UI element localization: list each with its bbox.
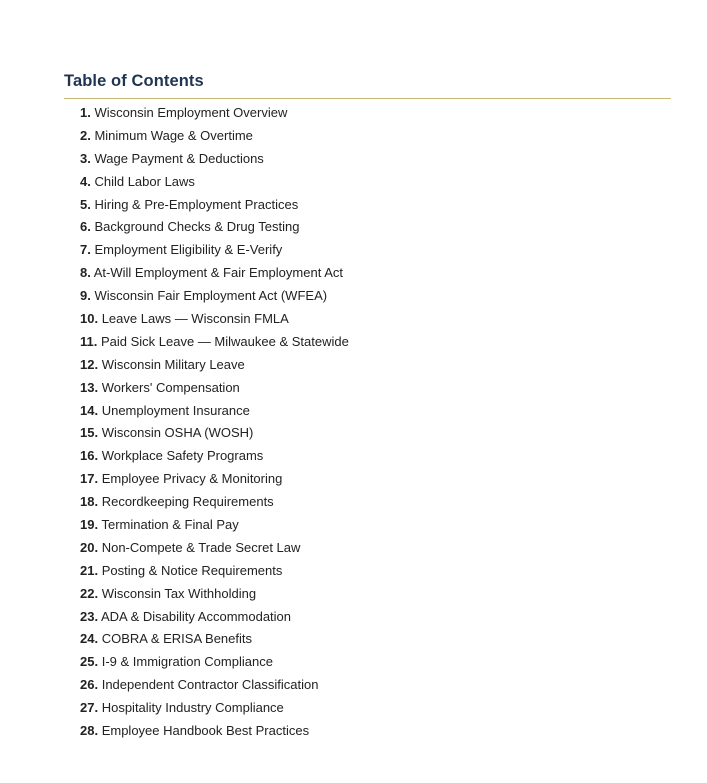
toc-item[interactable] (80, 445, 671, 468)
toc-item-number: 26. (80, 677, 99, 693)
toc-item[interactable] (80, 720, 671, 743)
toc-item-number: 7. (80, 242, 91, 258)
toc-list (64, 99, 671, 743)
toc-item[interactable] (80, 354, 671, 377)
toc-item[interactable] (80, 583, 671, 606)
toc-item-number: 14. (80, 402, 99, 418)
toc-item-number: 24. (80, 631, 99, 647)
toc-item[interactable] (80, 514, 671, 537)
toc-item[interactable] (80, 468, 671, 491)
toc-item-number: 21. (80, 562, 99, 578)
toc-item-number: 8. (80, 265, 91, 281)
toc-item-label: Unemployment Insurance (101, 402, 250, 418)
toc-item-number: 4. (80, 173, 91, 189)
toc-item[interactable] (80, 560, 671, 583)
toc-item-number: 15. (80, 425, 99, 441)
toc-item-label: Background Checks & Drug Testing (94, 219, 300, 235)
toc-item[interactable] (80, 331, 671, 354)
toc-item-number: 12. (80, 356, 99, 372)
toc-item-label: Wage Payment & Deductions (94, 150, 264, 166)
toc-item-number: 13. (80, 379, 99, 395)
toc-item-label: Employment Eligibility & E-Verify (94, 242, 283, 258)
toc-item[interactable] (80, 148, 671, 171)
toc-item-label: Paid Sick Leave — Milwaukee & Statewide (100, 333, 349, 349)
toc-item-number: 28. (80, 723, 99, 739)
toc-item-number: 3. (80, 150, 91, 166)
toc-item[interactable] (80, 377, 671, 400)
toc-item-number: 1. (80, 105, 91, 120)
toc-item-label: I-9 & Immigration Compliance (101, 654, 273, 670)
toc-item[interactable] (80, 422, 671, 445)
toc-item-label: Hospitality Industry Compliance (101, 700, 284, 716)
toc-item-number: 6. (80, 219, 91, 235)
toc-item-number: 11. (80, 333, 98, 349)
table-of-contents (64, 70, 671, 743)
toc-item[interactable] (80, 537, 671, 560)
toc-item-number: 2. (80, 127, 91, 143)
toc-item[interactable] (80, 125, 671, 148)
toc-item-number: 16. (80, 448, 99, 464)
toc-item-label: Independent Contractor Classification (101, 677, 319, 693)
toc-item-label: Wisconsin Fair Employment Act (WFEA) (94, 288, 328, 304)
toc-item[interactable] (80, 171, 671, 194)
toc-item-label: Child Labor Laws (94, 173, 195, 189)
toc-item-label: Posting & Notice Requirements (101, 562, 283, 578)
toc-item-label: Wisconsin Military Leave (101, 356, 245, 372)
toc-item-number: 20. (80, 539, 99, 555)
toc-title: Table of Contents (64, 72, 204, 90)
toc-item[interactable] (80, 102, 671, 125)
toc-item[interactable] (80, 628, 671, 651)
toc-item-label: Minimum Wage & Overtime (94, 127, 253, 143)
toc-item-label: At-Will Employment & Fair Employment Act (93, 265, 343, 281)
toc-item-number: 27. (80, 700, 99, 716)
toc-item-label: Wisconsin Tax Withholding (101, 585, 257, 601)
toc-item-number: 18. (80, 494, 99, 510)
toc-item-label: COBRA & ERISA Benefits (101, 631, 252, 647)
toc-item[interactable] (80, 194, 671, 217)
toc-item-label: Workers' Compensation (101, 379, 240, 395)
toc-item[interactable] (80, 697, 671, 720)
toc-item-number: 22. (80, 585, 99, 601)
toc-item-number: 17. (80, 471, 99, 487)
toc-item-label: Recordkeeping Requirements (101, 494, 274, 510)
toc-item[interactable] (80, 674, 671, 697)
toc-item[interactable] (80, 400, 671, 423)
toc-item[interactable] (80, 308, 671, 331)
toc-item[interactable] (80, 216, 671, 239)
toc-item-number: 10. (80, 311, 99, 327)
toc-item-number: 19. (80, 517, 99, 533)
toc-item-label: Non-Compete & Trade Secret Law (101, 539, 301, 555)
toc-item-label: Wisconsin Employment Overview (94, 105, 288, 120)
toc-item-number: 23. (80, 608, 99, 624)
toc-item[interactable] (80, 285, 671, 308)
toc-item[interactable] (80, 262, 671, 285)
toc-item-label: Employee Handbook Best Practices (101, 723, 310, 739)
toc-item-number: 9. (80, 288, 91, 304)
toc-item-label: Wisconsin OSHA (WOSH) (101, 425, 254, 441)
toc-item-label: Hiring & Pre-Employment Practices (94, 196, 299, 212)
toc-item[interactable] (80, 606, 671, 629)
toc-item-number: 25. (80, 654, 99, 670)
toc-item-label: Leave Laws — Wisconsin FMLA (101, 311, 289, 327)
toc-item-label: Termination & Final Pay (101, 517, 239, 533)
toc-item[interactable] (80, 651, 671, 674)
toc-item-number: 5. (80, 196, 91, 212)
toc-item-label: ADA & Disability Accommodation (100, 608, 292, 624)
toc-item-label: Employee Privacy & Monitoring (101, 471, 283, 487)
toc-item-label: Workplace Safety Programs (101, 448, 264, 464)
toc-item[interactable] (80, 491, 671, 514)
toc-item[interactable] (80, 239, 671, 262)
